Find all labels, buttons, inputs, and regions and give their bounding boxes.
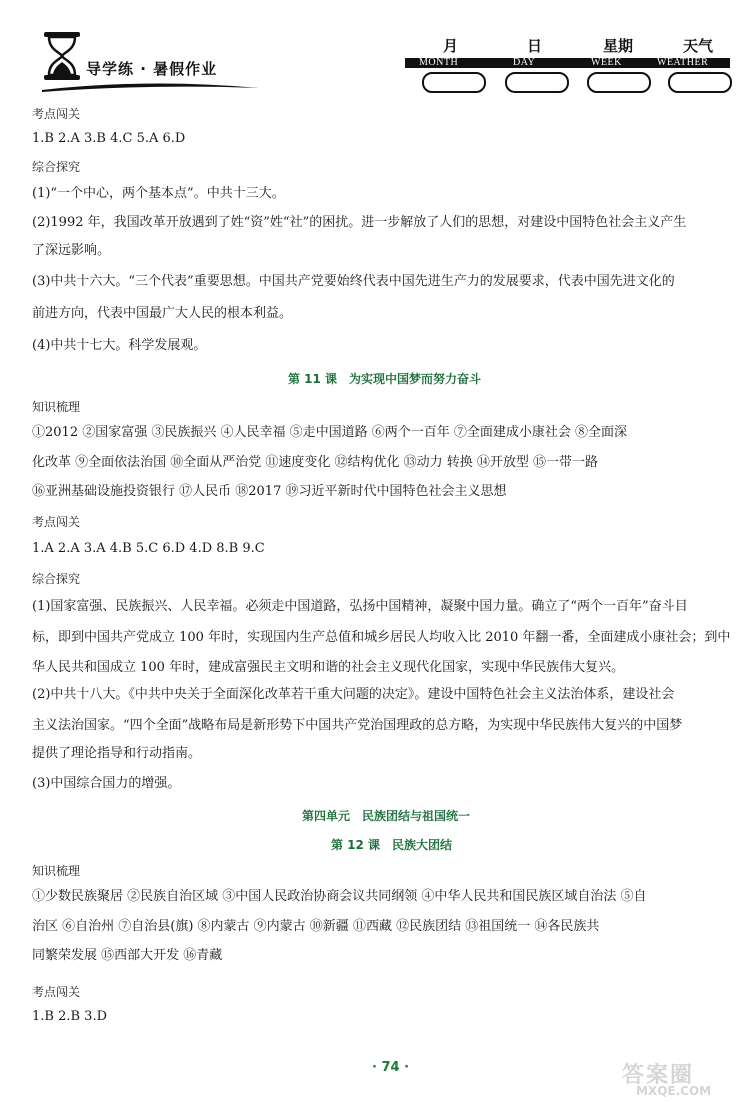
- text-line: (1)“一个中心，两个基本点”。中共十三大。: [32, 186, 285, 201]
- section-label: 知识梳理: [32, 864, 81, 878]
- watermark-bottom: MXQE.COM: [636, 1084, 712, 1098]
- text-line: 治区 ⑥自治州 ⑦自治县(旗) ⑧内蒙古 ⑨内蒙古 ⑩新疆 ⑪西藏 ⑫民族团结 ⑬祖国统一 ⑭各民族共: [32, 919, 600, 934]
- text-line: 前进方向，代表中国最广大人民的根本利益。: [32, 306, 293, 321]
- month-label: 月: [443, 37, 459, 55]
- day-input[interactable]: [505, 72, 569, 93]
- text-line: 标，即到中国共产党成立 100 年时，实现国内生产总值和城乡居民人均收入比 2010 年翻一番，全面建成小康社会；到中: [32, 630, 731, 645]
- text-line: ①少数民族聚居 ②民族自治区域 ③中国人民政治协商会议共同纲领 ④中华人民共和国民族区域自治法 ⑤自: [32, 889, 647, 904]
- text-line: (3)中共十六大。“三个代表”重要思想。中国共产党要始终代表中国先进生产力的发展要求，代表中国先进文化的: [32, 274, 675, 289]
- text-line: 化改革 ⑨全面依法治国 ⑩全面从严治党 ⑪速度变化 ⑫结构优化 ⑬动力 转换 ⑭开放型 ⑮一带一路: [32, 455, 599, 470]
- section-label: 考点闯关: [32, 107, 81, 121]
- date-field-bar: [405, 58, 730, 68]
- text-line: 提供了理论指导和行动指南。: [32, 746, 202, 761]
- week-input[interactable]: [587, 72, 651, 93]
- text-line: (1)国家富强、民族振兴、人民幸福。必须走中国道路，弘扬中国精神，凝聚中国力量。确立了“两个一百年”奋斗目: [32, 599, 688, 614]
- text-line: 同繁荣发展 ⑮西部大开发 ⑯青藏: [32, 948, 223, 963]
- text-line: (4)中共十七大。科学发展观。: [32, 338, 207, 353]
- section-label: 考点闯关: [32, 515, 81, 529]
- text-line: ⑯亚洲基础设施投资银行 ⑰人民币 ⑱2017 ⑲习近平新时代中国特色社会主义思想: [32, 484, 507, 499]
- hourglass-logo-icon: [40, 30, 84, 82]
- day-label: 日: [527, 37, 543, 55]
- text-line: (3)中国综合国力的增强。: [32, 776, 181, 791]
- section-label: 知识梳理: [32, 400, 81, 414]
- text-line: (2)1992 年，我国改革开放遇到了姓“资”姓“社”的困扰。进一步解放了人们的思想，对建设中国特色社会主义产生: [32, 215, 687, 230]
- text-line: (2)中共十八大。《中共中央关于全面深化改革若干重大问题的决定》。建设中国特色社会主义法治体系，建设社会: [32, 687, 675, 702]
- date-field-labels: [405, 35, 735, 57]
- page-number: · 74 ·: [372, 1060, 410, 1075]
- week-label: 星期: [603, 37, 634, 55]
- answer-line: 1.A 2.A 3.A 4.B 5.C 6.D 4.D 8.B 9.C: [32, 541, 265, 556]
- unit-4-title: 第四单元 民族团结与祖国统一: [302, 809, 471, 823]
- weather-label: 天气: [683, 37, 714, 55]
- text-line: ①2012 ②国家富强 ③民族振兴 ④人民幸福 ⑤走中国道路 ⑥两个一百年 ⑦全面建成小康社会 ⑧全面深: [32, 425, 628, 440]
- month-input[interactable]: [422, 72, 486, 93]
- section-label: 综合探究: [32, 572, 81, 586]
- watermark-logo: [612, 1058, 742, 1098]
- watermark-top: 答案圈: [622, 1063, 695, 1088]
- weather-en-label: WEATHER: [657, 57, 709, 68]
- text-line: 主义法治国家。“四个全面”战略布局是新形势下中国共产党治国理政的总方略，为实现中华民族伟大复兴的中国梦: [32, 718, 683, 733]
- week-en-label: WEEK: [591, 57, 622, 68]
- month-en-label: MONTH: [419, 57, 459, 68]
- weather-input[interactable]: [668, 72, 732, 93]
- section-label: 综合探究: [32, 160, 81, 174]
- text-line: 了深远影响。: [32, 243, 111, 258]
- lesson-12-title: 第 12 课 民族大团结: [331, 838, 453, 852]
- brand-title: 导学练 · 暑假作业: [86, 60, 218, 78]
- text-line: 华人民共和国成立 100 年时，建成富强民主文明和谐的社会主义现代化国家，实现中华民族伟大复兴。: [32, 660, 625, 675]
- section-label: 考点闯关: [32, 985, 81, 999]
- answer-line: 1.B 2.B 3.D: [32, 1009, 108, 1024]
- day-en-label: DAY: [513, 57, 536, 68]
- brand-swoosh: [40, 80, 260, 94]
- lesson-11-title: 第 11 课 为实现中国梦而努力奋斗: [288, 372, 482, 386]
- answer-line: 1.B 2.A 3.B 4.C 5.A 6.D: [32, 131, 186, 146]
